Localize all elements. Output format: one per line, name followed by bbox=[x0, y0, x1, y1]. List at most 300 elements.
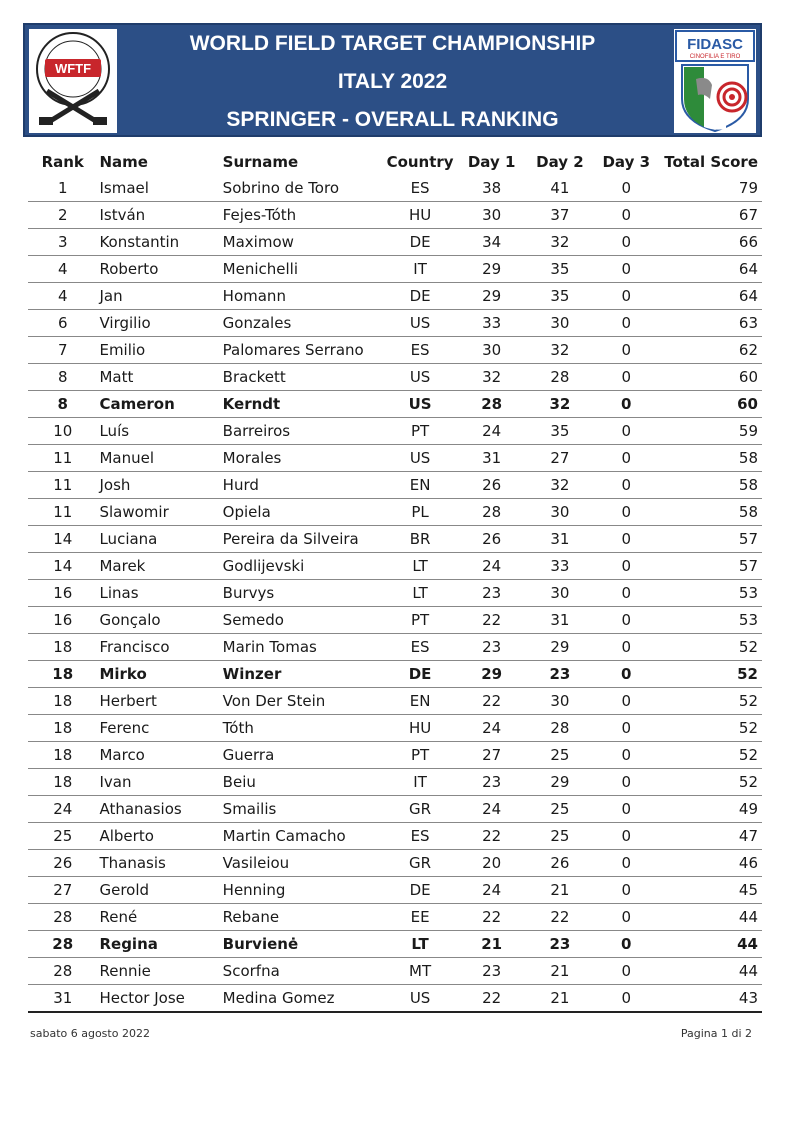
cell-name: Manuel bbox=[97, 445, 222, 472]
cell-surname: Menichelli bbox=[223, 256, 385, 283]
cell-day3: 0 bbox=[592, 553, 661, 580]
title-line-1: WORLD FIELD TARGET CHAMPIONSHIP bbox=[189, 32, 596, 55]
cell-total: 52 bbox=[661, 634, 762, 661]
cell-day1: 33 bbox=[455, 310, 528, 337]
cell-country: LT bbox=[385, 580, 455, 607]
cell-name: Rennie bbox=[97, 958, 222, 985]
cell-rank: 10 bbox=[28, 418, 97, 445]
cell-country: ES bbox=[385, 823, 455, 850]
cell-country: LT bbox=[385, 553, 455, 580]
cell-country: HU bbox=[385, 202, 455, 229]
cell-surname: Smailis bbox=[223, 796, 385, 823]
cell-name: Linas bbox=[97, 580, 222, 607]
cell-day3: 0 bbox=[592, 796, 661, 823]
cell-day3: 0 bbox=[592, 202, 661, 229]
table-row bbox=[28, 661, 762, 688]
table-row bbox=[28, 364, 762, 391]
cell-day3: 0 bbox=[592, 958, 661, 985]
cell-name: Ivan bbox=[97, 769, 222, 796]
cell-country: GR bbox=[385, 850, 455, 877]
cell-day1: 34 bbox=[455, 229, 528, 256]
cell-rank: 7 bbox=[28, 337, 97, 364]
cell-total: 58 bbox=[661, 499, 762, 526]
cell-total: 43 bbox=[661, 985, 762, 1013]
ranking-table bbox=[28, 149, 762, 1012]
table-row bbox=[28, 958, 762, 985]
cell-total: 53 bbox=[661, 607, 762, 634]
cell-day3: 0 bbox=[592, 634, 661, 661]
cell-day2: 30 bbox=[528, 310, 591, 337]
cell-surname: Hurd bbox=[223, 472, 385, 499]
cell-country: BR bbox=[385, 526, 455, 553]
cell-day3: 0 bbox=[592, 904, 661, 931]
cell-day1: 24 bbox=[455, 553, 528, 580]
table-row bbox=[28, 391, 762, 418]
cell-surname: Burvys bbox=[223, 580, 385, 607]
cell-country: LT bbox=[385, 931, 455, 958]
table-row bbox=[28, 472, 762, 499]
cell-rank: 1 bbox=[28, 175, 97, 202]
cell-day3: 0 bbox=[592, 175, 661, 202]
table-row bbox=[28, 796, 762, 823]
cell-total: 62 bbox=[661, 337, 762, 364]
cell-day1: 30 bbox=[455, 202, 528, 229]
cell-day1: 23 bbox=[455, 769, 528, 796]
cell-day2: 32 bbox=[528, 337, 591, 364]
cell-country: US bbox=[385, 391, 455, 418]
table-row bbox=[28, 175, 762, 202]
cell-day2: 30 bbox=[528, 580, 591, 607]
cell-day3: 0 bbox=[592, 688, 661, 715]
cell-total: 45 bbox=[661, 877, 762, 904]
table-body bbox=[28, 175, 762, 1012]
cell-surname: Rebane bbox=[223, 904, 385, 931]
cell-day2: 22 bbox=[528, 904, 591, 931]
cell-day1: 22 bbox=[455, 607, 528, 634]
cell-day1: 28 bbox=[455, 499, 528, 526]
cell-day3: 0 bbox=[592, 850, 661, 877]
table-row bbox=[28, 553, 762, 580]
cell-name: Regina bbox=[97, 931, 222, 958]
cell-country: PT bbox=[385, 607, 455, 634]
cell-rank: 18 bbox=[28, 769, 97, 796]
table-row bbox=[28, 526, 762, 553]
cell-rank: 25 bbox=[28, 823, 97, 850]
cell-country: IT bbox=[385, 256, 455, 283]
cell-total: 60 bbox=[661, 391, 762, 418]
cell-name: Ismael bbox=[97, 175, 222, 202]
cell-surname: Godlijevski bbox=[223, 553, 385, 580]
cell-total: 63 bbox=[661, 310, 762, 337]
cell-name: Josh bbox=[97, 472, 222, 499]
cell-rank: 18 bbox=[28, 715, 97, 742]
cell-name: Gonçalo bbox=[97, 607, 222, 634]
cell-name: Herbert bbox=[97, 688, 222, 715]
cell-rank: 11 bbox=[28, 445, 97, 472]
cell-rank: 14 bbox=[28, 553, 97, 580]
cell-total: 58 bbox=[661, 445, 762, 472]
title-line-2: ITALY 2022 bbox=[337, 70, 448, 93]
table-row bbox=[28, 634, 762, 661]
cell-day1: 24 bbox=[455, 715, 528, 742]
cell-day2: 25 bbox=[528, 742, 591, 769]
cell-total: 64 bbox=[661, 283, 762, 310]
cell-country: US bbox=[385, 445, 455, 472]
table-row bbox=[28, 850, 762, 877]
cell-country: EN bbox=[385, 472, 455, 499]
cell-surname: Opiela bbox=[223, 499, 385, 526]
cell-day3: 0 bbox=[592, 283, 661, 310]
cell-total: 52 bbox=[661, 769, 762, 796]
cell-day3: 0 bbox=[592, 445, 661, 472]
cell-day2: 25 bbox=[528, 823, 591, 850]
cell-day3: 0 bbox=[592, 661, 661, 688]
cell-name: Emilio bbox=[97, 337, 222, 364]
cell-surname: Fejes-Tóth bbox=[223, 202, 385, 229]
table-row bbox=[28, 418, 762, 445]
cell-day2: 41 bbox=[528, 175, 591, 202]
cell-day3: 0 bbox=[592, 229, 661, 256]
cell-day2: 30 bbox=[528, 499, 591, 526]
cell-rank: 26 bbox=[28, 850, 97, 877]
cell-day3: 0 bbox=[592, 391, 661, 418]
col-header-total: Total Score bbox=[664, 153, 758, 171]
cell-day2: 21 bbox=[528, 985, 591, 1013]
footer-page-number: Pagina 1 di 2 bbox=[680, 1027, 752, 1040]
cell-day2: 35 bbox=[528, 256, 591, 283]
cell-country: PT bbox=[385, 418, 455, 445]
cell-surname: Marin Tomas bbox=[223, 634, 385, 661]
cell-surname: Sobrino de Toro bbox=[223, 175, 385, 202]
cell-rank: 28 bbox=[28, 931, 97, 958]
cell-name: Gerold bbox=[97, 877, 222, 904]
cell-total: 52 bbox=[661, 742, 762, 769]
cell-surname: Scorfna bbox=[223, 958, 385, 985]
cell-day1: 24 bbox=[455, 418, 528, 445]
cell-day2: 28 bbox=[528, 364, 591, 391]
cell-day1: 24 bbox=[455, 796, 528, 823]
fidasc-logo-text: FIDASC bbox=[687, 36, 743, 53]
table-row bbox=[28, 310, 762, 337]
cell-surname: Palomares Serrano bbox=[223, 337, 385, 364]
table-row bbox=[28, 769, 762, 796]
table-row bbox=[28, 283, 762, 310]
cell-day1: 23 bbox=[455, 580, 528, 607]
cell-day1: 29 bbox=[455, 283, 528, 310]
cell-rank: 16 bbox=[28, 580, 97, 607]
cell-day3: 0 bbox=[592, 364, 661, 391]
cell-day2: 29 bbox=[528, 634, 591, 661]
cell-surname: Henning bbox=[223, 877, 385, 904]
wftf-logo-text: WFTF bbox=[54, 61, 92, 76]
cell-day3: 0 bbox=[592, 499, 661, 526]
cell-country: MT bbox=[385, 958, 455, 985]
cell-surname: Martin Camacho bbox=[223, 823, 385, 850]
cell-name: Luciana bbox=[97, 526, 222, 553]
cell-day2: 23 bbox=[528, 931, 591, 958]
cell-day2: 30 bbox=[528, 688, 591, 715]
cell-total: 52 bbox=[661, 715, 762, 742]
table-row bbox=[28, 202, 762, 229]
cell-name: Marek bbox=[97, 553, 222, 580]
cell-rank: 28 bbox=[28, 958, 97, 985]
col-header-surname: Surname bbox=[222, 153, 299, 171]
wftf-logo bbox=[29, 29, 117, 133]
cell-total: 57 bbox=[661, 553, 762, 580]
cell-total: 44 bbox=[661, 931, 762, 958]
cell-rank: 4 bbox=[28, 256, 97, 283]
col-header-day3: Day 3 bbox=[602, 153, 651, 171]
table-row bbox=[28, 823, 762, 850]
cell-rank: 18 bbox=[28, 688, 97, 715]
cell-day3: 0 bbox=[592, 256, 661, 283]
cell-country: EN bbox=[385, 688, 455, 715]
cell-country: ES bbox=[385, 175, 455, 202]
table-row bbox=[28, 742, 762, 769]
cell-day1: 26 bbox=[455, 472, 528, 499]
cell-name: Mirko bbox=[97, 661, 222, 688]
cell-day3: 0 bbox=[592, 310, 661, 337]
table-header-row bbox=[28, 149, 762, 175]
cell-rank: 8 bbox=[28, 391, 97, 418]
cell-surname: Morales bbox=[223, 445, 385, 472]
cell-day1: 29 bbox=[455, 256, 528, 283]
cell-country: HU bbox=[385, 715, 455, 742]
cell-country: PT bbox=[385, 742, 455, 769]
cell-day1: 22 bbox=[455, 823, 528, 850]
cell-day1: 27 bbox=[455, 742, 528, 769]
cell-surname: Brackett bbox=[223, 364, 385, 391]
cell-day1: 23 bbox=[455, 958, 528, 985]
cell-day3: 0 bbox=[592, 769, 661, 796]
cell-day2: 33 bbox=[528, 553, 591, 580]
cell-name: Thanasis bbox=[97, 850, 222, 877]
cell-day1: 23 bbox=[455, 634, 528, 661]
cell-country: GR bbox=[385, 796, 455, 823]
cell-day2: 35 bbox=[528, 418, 591, 445]
table-row bbox=[28, 904, 762, 931]
cell-rank: 16 bbox=[28, 607, 97, 634]
cell-day3: 0 bbox=[592, 418, 661, 445]
cell-day1: 28 bbox=[455, 391, 528, 418]
cell-country: DE bbox=[385, 283, 455, 310]
cell-surname: Winzer bbox=[223, 661, 385, 688]
cell-rank: 24 bbox=[28, 796, 97, 823]
cell-total: 67 bbox=[661, 202, 762, 229]
cell-day2: 21 bbox=[528, 958, 591, 985]
cell-rank: 18 bbox=[28, 661, 97, 688]
table-row bbox=[28, 580, 762, 607]
cell-rank: 8 bbox=[28, 364, 97, 391]
cell-country: DE bbox=[385, 661, 455, 688]
cell-day2: 27 bbox=[528, 445, 591, 472]
col-header-day2: Day 2 bbox=[536, 153, 584, 171]
col-header-name: Name bbox=[99, 153, 148, 171]
cell-day3: 0 bbox=[592, 715, 661, 742]
cell-day1: 26 bbox=[455, 526, 528, 553]
cell-day1: 21 bbox=[455, 931, 528, 958]
cell-day1: 20 bbox=[455, 850, 528, 877]
cell-day3: 0 bbox=[592, 823, 661, 850]
cell-rank: 2 bbox=[28, 202, 97, 229]
table-row bbox=[28, 877, 762, 904]
cell-country: US bbox=[385, 364, 455, 391]
cell-name: René bbox=[97, 904, 222, 931]
cell-country: IT bbox=[385, 769, 455, 796]
cell-day2: 35 bbox=[528, 283, 591, 310]
cell-rank: 6 bbox=[28, 310, 97, 337]
cell-day1: 29 bbox=[455, 661, 528, 688]
cell-name: Konstantin bbox=[97, 229, 222, 256]
cell-day2: 32 bbox=[528, 391, 591, 418]
fidasc-logo bbox=[674, 29, 756, 133]
cell-day3: 0 bbox=[592, 877, 661, 904]
col-header-rank: Rank bbox=[41, 153, 84, 171]
cell-day1: 22 bbox=[455, 904, 528, 931]
cell-rank: 3 bbox=[28, 229, 97, 256]
cell-country: EE bbox=[385, 904, 455, 931]
cell-total: 64 bbox=[661, 256, 762, 283]
cell-name: Luís bbox=[97, 418, 222, 445]
footer-date: sabato 6 agosto 2022 bbox=[30, 1027, 150, 1040]
table-row bbox=[28, 229, 762, 256]
cell-day2: 26 bbox=[528, 850, 591, 877]
cell-rank: 4 bbox=[28, 283, 97, 310]
fidasc-logo-subtext: CINOFILIA E TIRO bbox=[689, 54, 741, 60]
cell-total: 60 bbox=[661, 364, 762, 391]
cell-name: Roberto bbox=[97, 256, 222, 283]
cell-country: US bbox=[385, 310, 455, 337]
cell-day1: 32 bbox=[455, 364, 528, 391]
cell-total: 57 bbox=[661, 526, 762, 553]
cell-surname: Medina Gomez bbox=[223, 985, 385, 1013]
cell-surname: Pereira da Silveira bbox=[223, 526, 385, 553]
cell-total: 44 bbox=[661, 904, 762, 931]
cell-day3: 0 bbox=[592, 985, 661, 1013]
cell-name: Francisco bbox=[97, 634, 222, 661]
col-header-country: Country bbox=[386, 153, 454, 171]
cell-day3: 0 bbox=[592, 607, 661, 634]
cell-surname: Vasileiou bbox=[223, 850, 385, 877]
cell-name: Alberto bbox=[97, 823, 222, 850]
cell-country: ES bbox=[385, 337, 455, 364]
table-row bbox=[28, 337, 762, 364]
table-row bbox=[28, 607, 762, 634]
cell-name: Virgilio bbox=[97, 310, 222, 337]
cell-day3: 0 bbox=[592, 526, 661, 553]
cell-total: 47 bbox=[661, 823, 762, 850]
cell-day1: 38 bbox=[455, 175, 528, 202]
cell-surname: Burvienė bbox=[223, 931, 385, 958]
cell-day1: 22 bbox=[455, 985, 528, 1013]
cell-day2: 25 bbox=[528, 796, 591, 823]
cell-rank: 27 bbox=[28, 877, 97, 904]
cell-country: PL bbox=[385, 499, 455, 526]
table-row bbox=[28, 256, 762, 283]
cell-name: Athanasios bbox=[97, 796, 222, 823]
cell-name: Cameron bbox=[97, 391, 222, 418]
cell-country: DE bbox=[385, 229, 455, 256]
cell-name: Marco bbox=[97, 742, 222, 769]
cell-day3: 0 bbox=[592, 472, 661, 499]
cell-surname: Maximow bbox=[223, 229, 385, 256]
cell-total: 53 bbox=[661, 580, 762, 607]
cell-day2: 31 bbox=[528, 526, 591, 553]
cell-day2: 37 bbox=[528, 202, 591, 229]
table-row bbox=[28, 445, 762, 472]
cell-rank: 14 bbox=[28, 526, 97, 553]
cell-country: US bbox=[385, 985, 455, 1013]
cell-total: 79 bbox=[661, 175, 762, 202]
cell-name: Slawomir bbox=[97, 499, 222, 526]
cell-day2: 23 bbox=[528, 661, 591, 688]
cell-rank: 18 bbox=[28, 634, 97, 661]
cell-day2: 28 bbox=[528, 715, 591, 742]
cell-total: 66 bbox=[661, 229, 762, 256]
cell-day1: 22 bbox=[455, 688, 528, 715]
cell-surname: Barreiros bbox=[223, 418, 385, 445]
cell-day2: 21 bbox=[528, 877, 591, 904]
cell-country: DE bbox=[385, 877, 455, 904]
cell-surname: Homann bbox=[223, 283, 385, 310]
cell-surname: Beiu bbox=[223, 769, 385, 796]
cell-rank: 31 bbox=[28, 985, 97, 1013]
cell-name: Ferenc bbox=[97, 715, 222, 742]
cell-rank: 28 bbox=[28, 904, 97, 931]
cell-name: Hector Jose bbox=[97, 985, 222, 1013]
cell-total: 49 bbox=[661, 796, 762, 823]
cell-day3: 0 bbox=[592, 742, 661, 769]
cell-day1: 30 bbox=[455, 337, 528, 364]
cell-name: Matt bbox=[97, 364, 222, 391]
cell-day2: 31 bbox=[528, 607, 591, 634]
table-row bbox=[28, 688, 762, 715]
cell-total: 46 bbox=[661, 850, 762, 877]
cell-day1: 24 bbox=[455, 877, 528, 904]
cell-day2: 32 bbox=[528, 472, 591, 499]
cell-day3: 0 bbox=[592, 337, 661, 364]
cell-surname: Kerndt bbox=[223, 391, 385, 418]
cell-surname: Guerra bbox=[223, 742, 385, 769]
table-row bbox=[28, 985, 762, 1013]
cell-day2: 29 bbox=[528, 769, 591, 796]
cell-total: 52 bbox=[661, 661, 762, 688]
cell-surname: Tóth bbox=[223, 715, 385, 742]
cell-total: 52 bbox=[661, 688, 762, 715]
cell-surname: Semedo bbox=[223, 607, 385, 634]
table-row bbox=[28, 715, 762, 742]
cell-total: 58 bbox=[661, 472, 762, 499]
cell-surname: Gonzales bbox=[223, 310, 385, 337]
cell-name: Jan bbox=[97, 283, 222, 310]
cell-day3: 0 bbox=[592, 580, 661, 607]
cell-total: 44 bbox=[661, 958, 762, 985]
cell-country: ES bbox=[385, 634, 455, 661]
table-row bbox=[28, 931, 762, 958]
cell-rank: 11 bbox=[28, 472, 97, 499]
cell-day3: 0 bbox=[592, 931, 661, 958]
cell-day1: 31 bbox=[455, 445, 528, 472]
cell-rank: 18 bbox=[28, 742, 97, 769]
col-header-day1: Day 1 bbox=[467, 153, 516, 171]
cell-rank: 11 bbox=[28, 499, 97, 526]
title-line-3: SPRINGER - OVERALL RANKING bbox=[226, 108, 559, 131]
header-banner bbox=[23, 23, 762, 137]
table-row bbox=[28, 499, 762, 526]
cell-surname: Von Der Stein bbox=[223, 688, 385, 715]
cell-total: 59 bbox=[661, 418, 762, 445]
cell-day2: 32 bbox=[528, 229, 591, 256]
